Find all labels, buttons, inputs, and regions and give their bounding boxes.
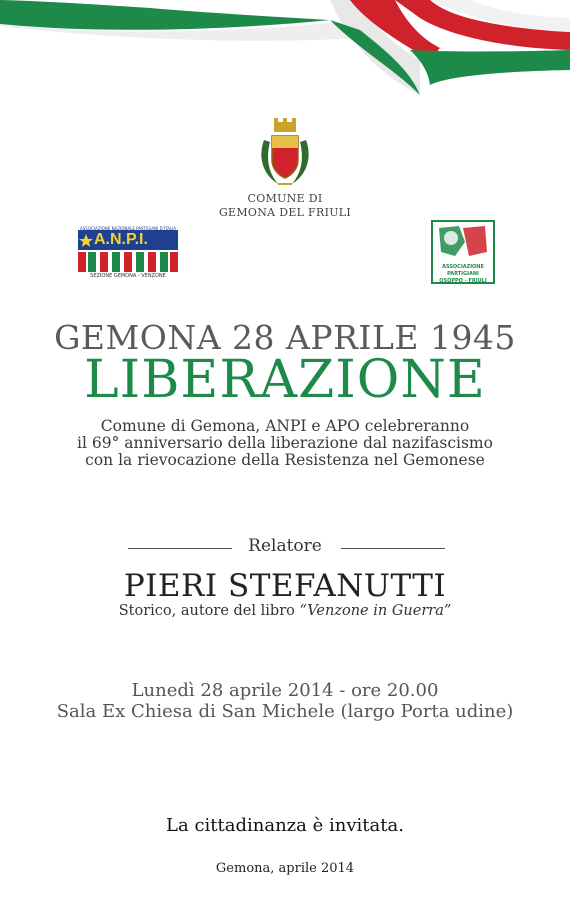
- anpi-top-text: ASSOCIAZIONE NAZIONALE PARTIGIANI D'ITALIA: [80, 226, 176, 231]
- apo-logo: [431, 220, 495, 284]
- intro-line2: il 69° anniversario della liberazione dal nazifascismo: [77, 434, 493, 452]
- event-datetime: Lunedì 28 aprile 2014 - ore 20.00: [131, 680, 439, 701]
- speaker-role: [0, 603, 570, 619]
- invite-text: La cittadinanza è invitata.: [166, 815, 404, 836]
- comune-line1: COMUNE DI: [247, 192, 323, 205]
- title-date: GEMONA 28 APRILE 1945: [54, 318, 516, 357]
- intro-line3: con la rievocazione della Resistenza nel Gemonese: [85, 451, 485, 469]
- comune-label: [0, 192, 570, 220]
- intro-text: [0, 418, 570, 469]
- event-details: [0, 680, 570, 722]
- relatore-heading: Relatore: [248, 536, 322, 556]
- anpi-logo: [78, 226, 178, 280]
- event-location: Sala Ex Chiesa di San Michele (largo Porta udine): [56, 701, 514, 722]
- apo-line2: OSOPPO - FRIULI: [439, 278, 487, 284]
- comune-line2: GEMONA DEL FRIULI: [218, 206, 352, 219]
- title-main: LIBERAZIONE: [84, 350, 486, 410]
- anpi-bottom-text: SEZIONE GEMONA - VENZONE: [90, 273, 166, 279]
- italian-flag-ribbon: [0, 0, 570, 110]
- place-date: Gemona, aprile 2014: [215, 861, 355, 876]
- apo-line1: ASSOCIAZIONE PARTIGIANI: [442, 264, 484, 277]
- speaker-name: PIERI STEFANUTTI: [123, 568, 447, 604]
- anpi-main-text: A.N.P.I.: [94, 231, 148, 248]
- apo-logo-graphic: [433, 222, 493, 262]
- apo-text: [433, 264, 493, 285]
- comune-crest-icon: [256, 118, 314, 190]
- intro-line1: Comune di Gemona, ANPI e APO celebreranno: [100, 417, 470, 435]
- speaker-role-prefix: Storico, autore del libro: [118, 603, 300, 619]
- speaker-book-title: “Venzone in Guerra”: [299, 603, 452, 619]
